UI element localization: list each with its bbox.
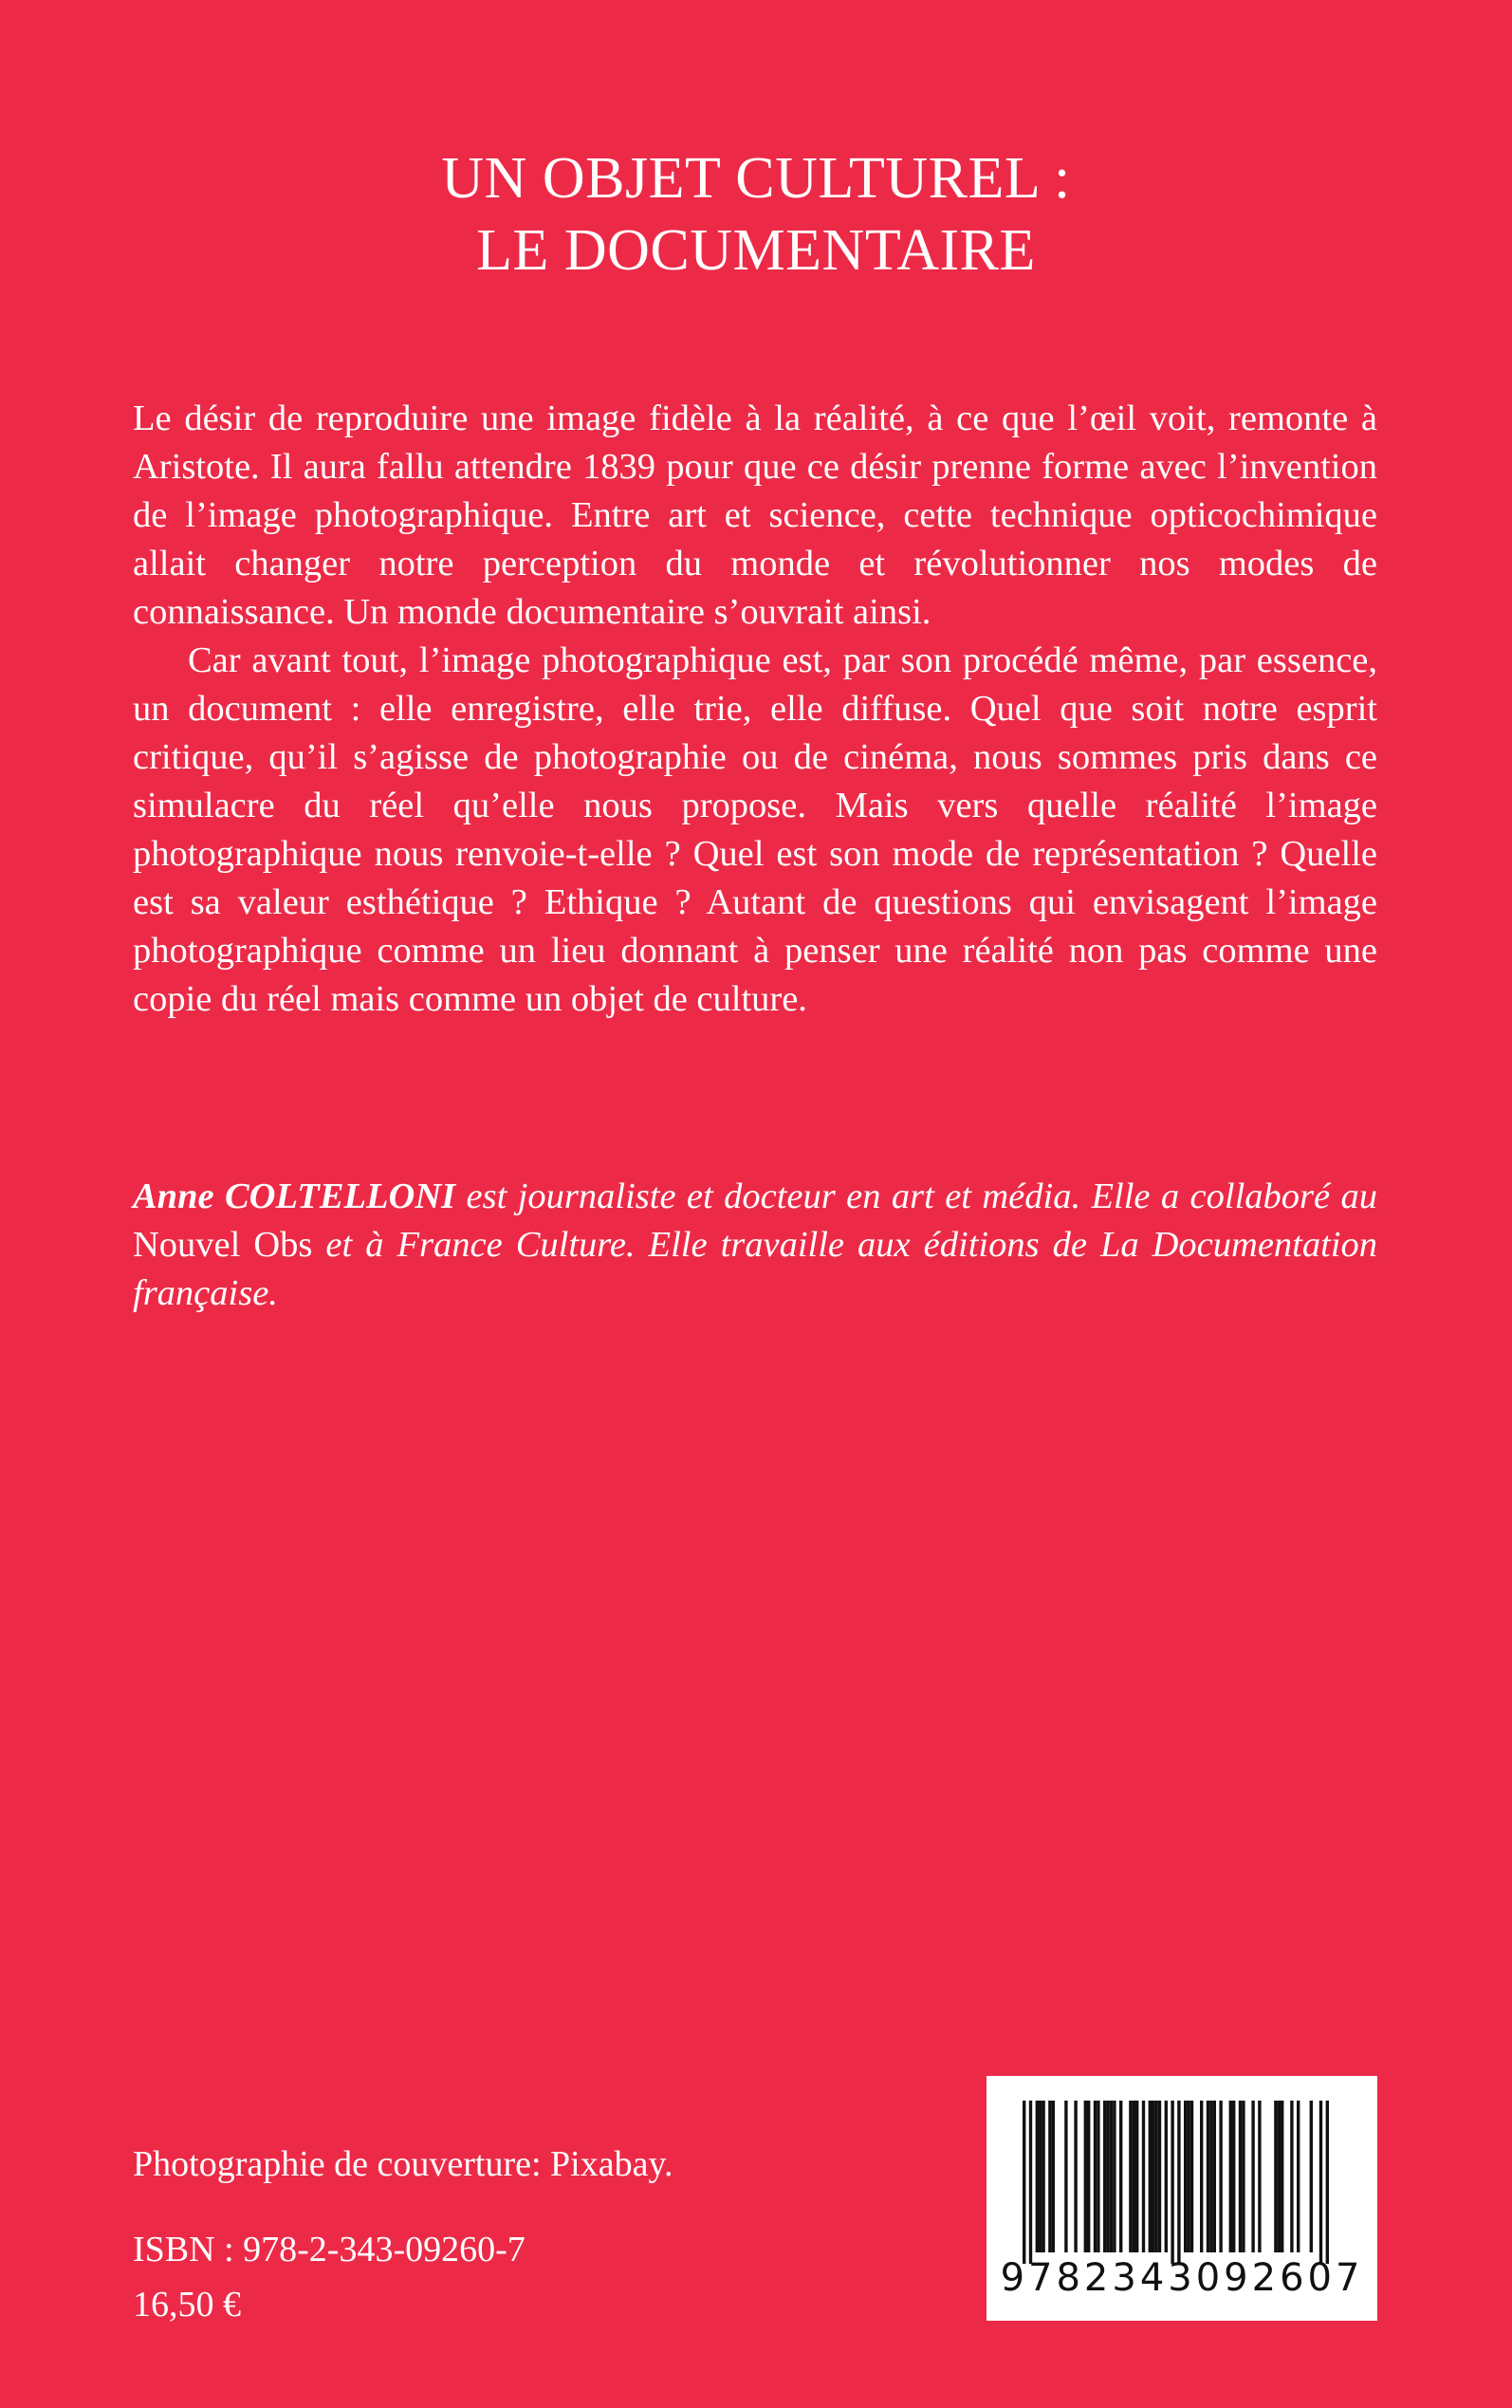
barcode-bar	[1142, 2101, 1145, 2252]
barcode-bar	[1036, 2101, 1039, 2252]
barcode-bar	[1242, 2101, 1245, 2252]
barcode-bar	[1133, 2101, 1135, 2252]
barcode-bar	[1200, 2101, 1203, 2252]
barcode-bar	[1064, 2101, 1067, 2252]
barcode	[986, 2076, 1377, 2321]
barcode-bar	[1149, 2101, 1152, 2252]
publication-name: Nouvel Obs	[133, 1225, 313, 1265]
barcode-bar	[1184, 2101, 1187, 2252]
title-line-1: UN OBJET CULTUREL :	[441, 146, 1071, 211]
barcode-bar	[1258, 2101, 1261, 2252]
barcode-bar	[1042, 2101, 1044, 2252]
barcode-bar	[1213, 2101, 1216, 2252]
photo-credit: Photographie de couverture: Pixabay.	[133, 2144, 673, 2184]
price-label: 16,50 €	[133, 2285, 241, 2325]
author-bio	[133, 1173, 1377, 1318]
barcode-bar	[1232, 2101, 1235, 2252]
barcode-bar	[1094, 2101, 1097, 2252]
isbn-number: ISBN : 978-2-343-09260-7	[133, 2230, 526, 2269]
summary-paragraph-1: Le désir de reproduire une image fidèle à la réalité, à ce que l’œil voit, remonte à Aristote. Il aura fallu attendre 1839 pour que ce désir prenne forme avec l’invention de l’image photographique. Entre art et science, cette technique opticochimique allait changer notre perception du monde et révolutionner nos modes de connaissance. Un monde documentaire s’ouvrait ainsi.	[133, 398, 1377, 632]
barcode-bar	[1052, 2101, 1055, 2252]
summary-text	[133, 395, 1377, 1024]
barcode-bar	[1039, 2101, 1042, 2252]
summary-paragraph-2: Car avant tout, l’image photographique est, par son procédé même, par essence, un document : elle enregistre, elle trie, elle diffuse. Quel que soit notre esprit critique, qu’il s’agisse de photographie ou de cinéma, nous sommes pris dans ce simulacre du réel qu’elle nous propose. Mais vers quelle réalité l’image photographique nous renvoie-t-elle ? Quel est son mode de représentation ? Quelle est sa valeur esthétique ? Ethique ? Autant de questions qui envisagent l’image photographique comme un lieu donnant à penser une réalité non pas comme une copie du réel mais comme un objet de culture.	[133, 640, 1377, 1019]
barcode-bar	[1209, 2101, 1212, 2252]
barcode-bar	[1207, 2101, 1209, 2252]
author-bio-text-2: et à France Culture. Elle travaille aux éditions de La Documentation française.	[133, 1225, 1378, 1313]
barcode-digits: 9782343092607	[1000, 2256, 1364, 2300]
barcode-bar	[1048, 2101, 1051, 2252]
barcode-bar	[1219, 2101, 1222, 2252]
barcode-bar	[1158, 2101, 1161, 2252]
barcode-bar	[1297, 2101, 1300, 2252]
barcode-bar	[1251, 2101, 1254, 2252]
barcode-bar	[1074, 2101, 1077, 2252]
barcode-bar	[1103, 2101, 1106, 2252]
barcode-bar	[1281, 2101, 1283, 2252]
barcode-bar	[1110, 2101, 1113, 2252]
book-title	[0, 142, 1512, 287]
author-bio-paragraph	[133, 1173, 1377, 1318]
barcode-guard-bar	[1029, 2101, 1032, 2264]
barcode-bar	[1165, 2101, 1168, 2252]
barcode-bar	[1187, 2101, 1189, 2252]
barcode-bar	[1135, 2101, 1138, 2252]
barcode-bar	[1290, 2101, 1293, 2252]
barcode-bar	[1129, 2101, 1132, 2252]
barcode-bar	[1229, 2101, 1232, 2252]
barcode-bar	[1239, 2101, 1242, 2252]
barcode-bar	[1310, 2101, 1313, 2252]
barcode-bar	[1190, 2101, 1193, 2252]
barcode-bar	[1274, 2101, 1277, 2252]
title-line-2: LE DOCUMENTAIRE	[476, 218, 1036, 283]
barcode-bar	[1278, 2101, 1281, 2252]
barcode-bar	[1097, 2101, 1099, 2252]
barcode-bar	[1152, 2101, 1154, 2252]
barcode-guard-bar	[1023, 2101, 1025, 2264]
barcode-bar	[1119, 2101, 1122, 2252]
author-bio-text-1: est journaliste et docteur en art et média. Elle a collaboré au	[455, 1176, 1377, 1216]
barcode-bar	[1106, 2101, 1109, 2252]
barcode-guard-bar	[1177, 2101, 1180, 2264]
barcode-guard-bar	[1319, 2101, 1322, 2264]
author-name: Anne COLTELLONI	[133, 1176, 456, 1216]
barcode-bar	[1154, 2101, 1157, 2252]
barcode-bar	[1113, 2101, 1116, 2252]
barcode-guard-bar	[1171, 2101, 1173, 2264]
barcode-bar	[1084, 2101, 1087, 2252]
barcode-bar	[1087, 2101, 1090, 2252]
barcode-guard-bar	[1326, 2101, 1329, 2264]
